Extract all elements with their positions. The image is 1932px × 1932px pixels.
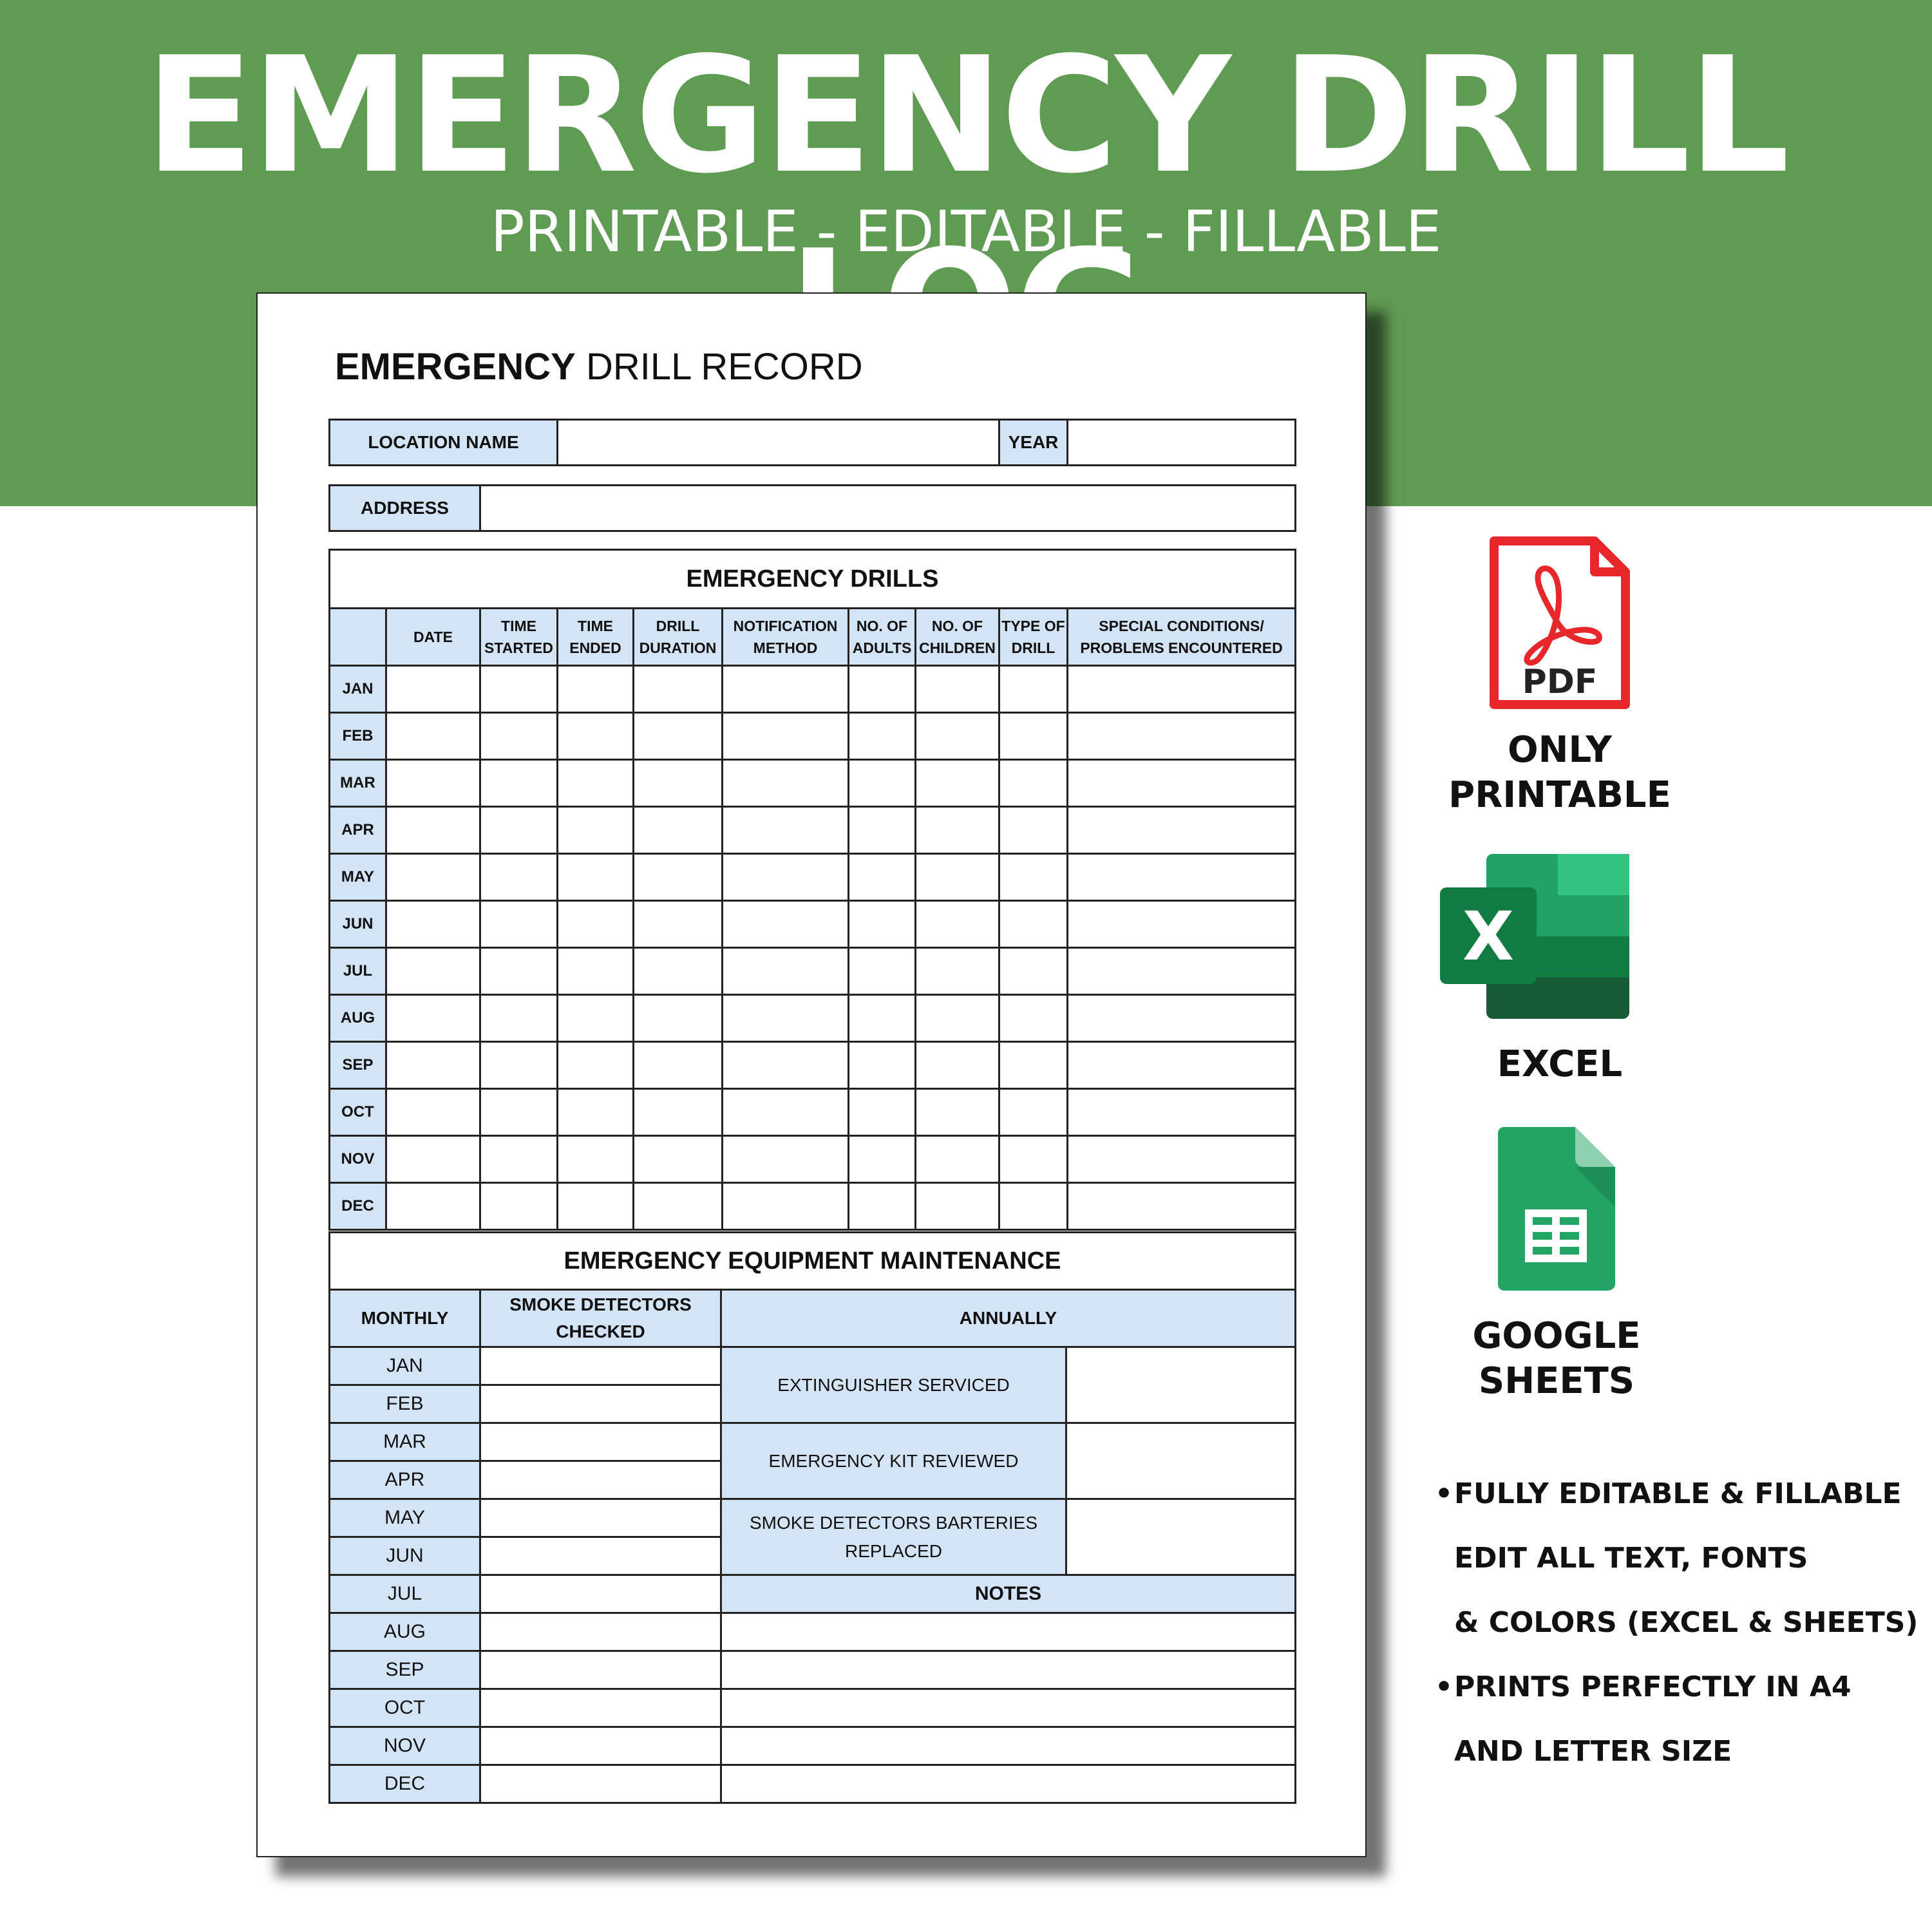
maintenance-row: [330, 1613, 1296, 1651]
drill-cell[interactable]: [558, 713, 634, 760]
year-label: YEAR: [999, 420, 1068, 466]
drill-cell[interactable]: [386, 666, 480, 713]
drill-cell[interactable]: [1068, 760, 1296, 807]
feature-text: FULLY EDITABLE & FILLABLE: [1454, 1477, 1902, 1510]
drill-cell[interactable]: [849, 807, 916, 854]
drill-cell[interactable]: [558, 854, 634, 901]
drill-row: [330, 1136, 1296, 1183]
drill-cell[interactable]: [916, 1089, 999, 1136]
drill-cell[interactable]: [386, 854, 480, 901]
drill-cell[interactable]: [916, 1042, 999, 1089]
drill-cell[interactable]: [386, 760, 480, 807]
feature-line: [1435, 1591, 1924, 1655]
drill-cell[interactable]: [1068, 948, 1296, 995]
drill-cell[interactable]: [999, 995, 1068, 1042]
drill-cell[interactable]: [999, 807, 1068, 854]
drill-cell[interactable]: [999, 854, 1068, 901]
drill-cell[interactable]: [386, 713, 480, 760]
drill-month-label: JAN: [330, 666, 386, 713]
drill-month-label: AUG: [330, 995, 386, 1042]
drill-cell[interactable]: [480, 995, 558, 1042]
drill-cell[interactable]: [999, 760, 1068, 807]
drill-row: [330, 666, 1296, 713]
drill-row: [330, 1183, 1296, 1230]
drill-row: [330, 760, 1296, 807]
drill-cell[interactable]: [386, 1136, 480, 1183]
drill-cell[interactable]: [1068, 713, 1296, 760]
drill-cell[interactable]: [558, 807, 634, 854]
smoke-checked-cell[interactable]: [480, 1499, 721, 1537]
annual-item-label: EMERGENCY KIT REVIEWED: [721, 1423, 1066, 1499]
annual-item-cell[interactable]: [1066, 1499, 1296, 1575]
maintenance-month-label: JAN: [330, 1347, 480, 1385]
drill-cell[interactable]: [723, 948, 849, 995]
smoke-checked-cell[interactable]: [480, 1575, 721, 1613]
drill-month-label: APR: [330, 807, 386, 854]
maintenance-row: [330, 1727, 1296, 1765]
maintenance-table: [328, 1231, 1296, 1804]
drills-col-duration: DRILL DURATION: [634, 609, 723, 666]
notes-line[interactable]: [721, 1727, 1296, 1765]
drill-row: [330, 1042, 1296, 1089]
drill-cell[interactable]: [480, 948, 558, 995]
drill-cell[interactable]: [999, 666, 1068, 713]
annual-item-cell[interactable]: [1066, 1347, 1296, 1423]
document-title: [335, 345, 863, 388]
drill-cell[interactable]: [480, 854, 558, 901]
year-input[interactable]: [1068, 420, 1296, 466]
drill-cell[interactable]: [634, 995, 723, 1042]
smoke-checked-cell[interactable]: [480, 1613, 721, 1651]
drill-cell[interactable]: [723, 1089, 849, 1136]
maintenance-row: [330, 1651, 1296, 1689]
drill-cell[interactable]: [916, 760, 999, 807]
excel-icon-text: X: [1462, 897, 1515, 976]
maintenance-month-label: NOV: [330, 1727, 480, 1765]
feature-text: & COLORS (EXCEL & SHEETS): [1454, 1606, 1918, 1639]
drill-month-label: FEB: [330, 713, 386, 760]
feature-bullet: •: [1435, 1671, 1454, 1703]
drill-row: [330, 995, 1296, 1042]
drill-cell[interactable]: [1068, 1183, 1296, 1230]
drill-row: [330, 854, 1296, 901]
drill-cell[interactable]: [723, 1183, 849, 1230]
notes-line[interactable]: [721, 1613, 1296, 1651]
drills-col-date: DATE: [386, 609, 480, 666]
drill-cell[interactable]: [480, 807, 558, 854]
drill-month-label: JUL: [330, 948, 386, 995]
annual-item-label: EXTINGUISHER SERVICED: [721, 1347, 1066, 1423]
drill-cell[interactable]: [1068, 1042, 1296, 1089]
drill-cell[interactable]: [634, 1042, 723, 1089]
drill-cell[interactable]: [999, 948, 1068, 995]
document-title-bold: EMERGENCY: [335, 346, 576, 388]
google-sheets-icon: [1495, 1124, 1618, 1293]
drill-month-label: DEC: [330, 1183, 386, 1230]
drill-cell[interactable]: [634, 1183, 723, 1230]
drill-cell[interactable]: [849, 1183, 916, 1230]
notes-header: NOTES: [721, 1575, 1296, 1613]
drill-month-label: JUN: [330, 901, 386, 948]
annually-header: ANNUALLY: [721, 1290, 1296, 1347]
smoke-checked-cell[interactable]: [480, 1347, 721, 1385]
drill-cell[interactable]: [849, 1089, 916, 1136]
smoke-checked-cell[interactable]: [480, 1385, 721, 1423]
drill-cell[interactable]: [480, 1042, 558, 1089]
drill-cell[interactable]: [999, 1089, 1068, 1136]
drill-cell[interactable]: [634, 901, 723, 948]
drill-cell[interactable]: [558, 666, 634, 713]
drill-cell[interactable]: [916, 666, 999, 713]
smoke-checked-cell[interactable]: [480, 1537, 721, 1575]
drill-cell[interactable]: [849, 760, 916, 807]
drill-cell[interactable]: [558, 995, 634, 1042]
drill-cell[interactable]: [558, 1089, 634, 1136]
drill-row: [330, 807, 1296, 854]
maintenance-row: [330, 1575, 1296, 1613]
drill-cell[interactable]: [916, 1183, 999, 1230]
maintenance-month-label: FEB: [330, 1385, 480, 1423]
drill-cell[interactable]: [849, 713, 916, 760]
smoke-checked-cell[interactable]: [480, 1651, 721, 1689]
drill-cell[interactable]: [999, 1183, 1068, 1230]
drill-cell[interactable]: [723, 760, 849, 807]
drill-cell[interactable]: [999, 1136, 1068, 1183]
google-sheets-label: GOOGLE SHEETS: [1472, 1315, 1641, 1402]
drills-col-children: NO. OF CHILDREN: [916, 609, 999, 666]
pdf-label: ONLY PRINTABLE: [1448, 729, 1671, 816]
drill-cell[interactable]: [999, 1042, 1068, 1089]
drill-cell[interactable]: [634, 807, 723, 854]
maintenance-month-label: APR: [330, 1461, 480, 1499]
page-title: EMERGENCY DRILL: [144, 23, 1788, 209]
notes-line[interactable]: [721, 1651, 1296, 1689]
drill-row: [330, 713, 1296, 760]
drill-cell[interactable]: [1068, 1089, 1296, 1136]
maintenance-month-label: MAY: [330, 1499, 480, 1537]
drill-cell[interactable]: [634, 760, 723, 807]
drill-cell[interactable]: [999, 713, 1068, 760]
feature-line: [1435, 1462, 1924, 1526]
maintenance-month-label: MAR: [330, 1423, 480, 1461]
smoke-checked-cell[interactable]: [480, 1765, 721, 1803]
drill-row: [330, 901, 1296, 948]
location-row: [328, 419, 1296, 466]
drill-cell[interactable]: [1068, 666, 1296, 713]
drill-cell[interactable]: [723, 854, 849, 901]
drill-cell[interactable]: [849, 1136, 916, 1183]
maintenance-row: [330, 1347, 1296, 1385]
document-title-rest: DRILL RECORD: [585, 346, 863, 388]
feature-line: [1435, 1655, 1924, 1719]
address-label: ADDRESS: [330, 486, 480, 531]
drill-cell[interactable]: [558, 760, 634, 807]
drill-cell[interactable]: [723, 1042, 849, 1089]
drill-cell[interactable]: [480, 1136, 558, 1183]
page-subtitle: PRINTABLE - EDITABLE - FILLABLE: [490, 198, 1442, 265]
drill-cell[interactable]: [999, 901, 1068, 948]
drill-cell[interactable]: [634, 1089, 723, 1136]
drills-col-time-started: TIME STARTED: [480, 609, 558, 666]
smoke-checked-cell[interactable]: [480, 1423, 721, 1461]
smoke-checked-cell[interactable]: [480, 1689, 721, 1727]
feature-text: EDIT ALL TEXT, FONTS: [1454, 1542, 1808, 1575]
address-input[interactable]: [480, 486, 1296, 531]
drill-cell[interactable]: [849, 948, 916, 995]
drill-cell[interactable]: [480, 1183, 558, 1230]
maintenance-row: [330, 1423, 1296, 1461]
location-input[interactable]: [558, 420, 999, 466]
maintenance-row: [330, 1765, 1296, 1803]
monthly-header: MONTHLY: [330, 1290, 480, 1347]
drill-cell[interactable]: [849, 666, 916, 713]
drill-cell[interactable]: [916, 901, 999, 948]
feature-line: [1435, 1719, 1924, 1784]
drill-row: [330, 948, 1296, 995]
drill-cell[interactable]: [1068, 901, 1296, 948]
drill-row: [330, 1089, 1296, 1136]
drills-col-special: SPECIAL CONDITIONS/ PROBLEMS ENCOUNTERED: [1068, 609, 1296, 666]
drills-col-time-ended: TIME ENDED: [558, 609, 634, 666]
notes-line[interactable]: [721, 1765, 1296, 1803]
drills-col-notification: NOTIFICATION METHOD: [723, 609, 849, 666]
drill-cell[interactable]: [1068, 1136, 1296, 1183]
drill-cell[interactable]: [849, 995, 916, 1042]
drill-cell[interactable]: [916, 854, 999, 901]
drill-cell[interactable]: [916, 995, 999, 1042]
drill-month-label: OCT: [330, 1089, 386, 1136]
drill-cell[interactable]: [723, 995, 849, 1042]
drills-col-adults: NO. OF ADULTS: [849, 609, 916, 666]
drill-cell[interactable]: [916, 713, 999, 760]
drill-cell[interactable]: [1068, 807, 1296, 854]
drill-cell[interactable]: [849, 854, 916, 901]
drill-month-label: SEP: [330, 1042, 386, 1089]
maintenance-month-label: SEP: [330, 1651, 480, 1689]
drill-cell[interactable]: [723, 901, 849, 948]
drill-cell[interactable]: [634, 1136, 723, 1183]
drill-cell[interactable]: [634, 948, 723, 995]
drill-cell[interactable]: [916, 807, 999, 854]
drill-cell[interactable]: [558, 948, 634, 995]
drill-cell[interactable]: [386, 1089, 480, 1136]
maintenance-heading: EMERGENCY EQUIPMENT MAINTENANCE: [330, 1233, 1296, 1290]
location-label: LOCATION NAME: [330, 420, 558, 466]
drills-col-type: TYPE OF DRILL: [999, 609, 1068, 666]
feature-text: PRINTS PERFECTLY IN A4: [1454, 1671, 1852, 1703]
drill-cell[interactable]: [1068, 854, 1296, 901]
annual-item-label: SMOKE DETECTORS BARTERIES REPLACED: [721, 1499, 1066, 1575]
drill-cell[interactable]: [386, 901, 480, 948]
pdf-file-icon: [1485, 532, 1634, 714]
drill-cell[interactable]: [723, 666, 849, 713]
maintenance-row: [330, 1689, 1296, 1727]
smoke-checked-cell[interactable]: [480, 1461, 721, 1499]
feature-bullet: •: [1435, 1477, 1454, 1510]
smoke-checked-header: SMOKE DETECTORS CHECKED: [480, 1290, 721, 1347]
feature-text: AND LETTER SIZE: [1454, 1735, 1732, 1768]
feature-line: [1435, 1526, 1924, 1591]
drill-cell[interactable]: [480, 1089, 558, 1136]
maintenance-month-label: JUL: [330, 1575, 480, 1613]
drill-month-label: MAY: [330, 854, 386, 901]
drill-cell[interactable]: [480, 901, 558, 948]
document-preview: [256, 292, 1367, 1857]
drill-cell[interactable]: [558, 901, 634, 948]
drill-cell[interactable]: [480, 666, 558, 713]
maintenance-month-label: OCT: [330, 1689, 480, 1727]
drill-cell[interactable]: [480, 760, 558, 807]
drill-month-label: NOV: [330, 1136, 386, 1183]
drill-cell[interactable]: [386, 807, 480, 854]
drill-cell[interactable]: [916, 1136, 999, 1183]
drill-cell[interactable]: [723, 713, 849, 760]
drill-cell[interactable]: [386, 1042, 480, 1089]
drill-cell[interactable]: [386, 1183, 480, 1230]
drills-corner-cell: [330, 609, 386, 666]
excel-label: EXCEL: [1497, 1043, 1623, 1085]
annual-item-cell[interactable]: [1066, 1423, 1296, 1499]
drills-heading: EMERGENCY DRILLS: [330, 550, 1296, 609]
drill-cell[interactable]: [634, 854, 723, 901]
drill-cell[interactable]: [558, 1042, 634, 1089]
features-list: [1435, 1462, 1924, 1784]
maintenance-month-label: JUN: [330, 1537, 480, 1575]
maintenance-month-label: AUG: [330, 1613, 480, 1651]
drill-cell[interactable]: [386, 995, 480, 1042]
drill-cell[interactable]: [480, 713, 558, 760]
maintenance-row: [330, 1499, 1296, 1537]
drill-cell[interactable]: [634, 713, 723, 760]
drill-cell[interactable]: [723, 1136, 849, 1183]
maintenance-month-label: DEC: [330, 1765, 480, 1803]
drill-cell[interactable]: [723, 807, 849, 854]
pdf-icon-text: PDF: [1522, 663, 1598, 701]
drill-cell[interactable]: [558, 1183, 634, 1230]
drill-cell[interactable]: [1068, 995, 1296, 1042]
drill-cell[interactable]: [386, 948, 480, 995]
excel-icon: [1437, 851, 1633, 1020]
drill-month-label: MAR: [330, 760, 386, 807]
drills-table: [328, 549, 1296, 1231]
smoke-checked-cell[interactable]: [480, 1727, 721, 1765]
drill-cell[interactable]: [558, 1136, 634, 1183]
drill-cell[interactable]: [916, 948, 999, 995]
address-row: [328, 484, 1296, 532]
drill-cell[interactable]: [849, 901, 916, 948]
drill-cell[interactable]: [634, 666, 723, 713]
notes-line[interactable]: [721, 1689, 1296, 1727]
drill-cell[interactable]: [849, 1042, 916, 1089]
